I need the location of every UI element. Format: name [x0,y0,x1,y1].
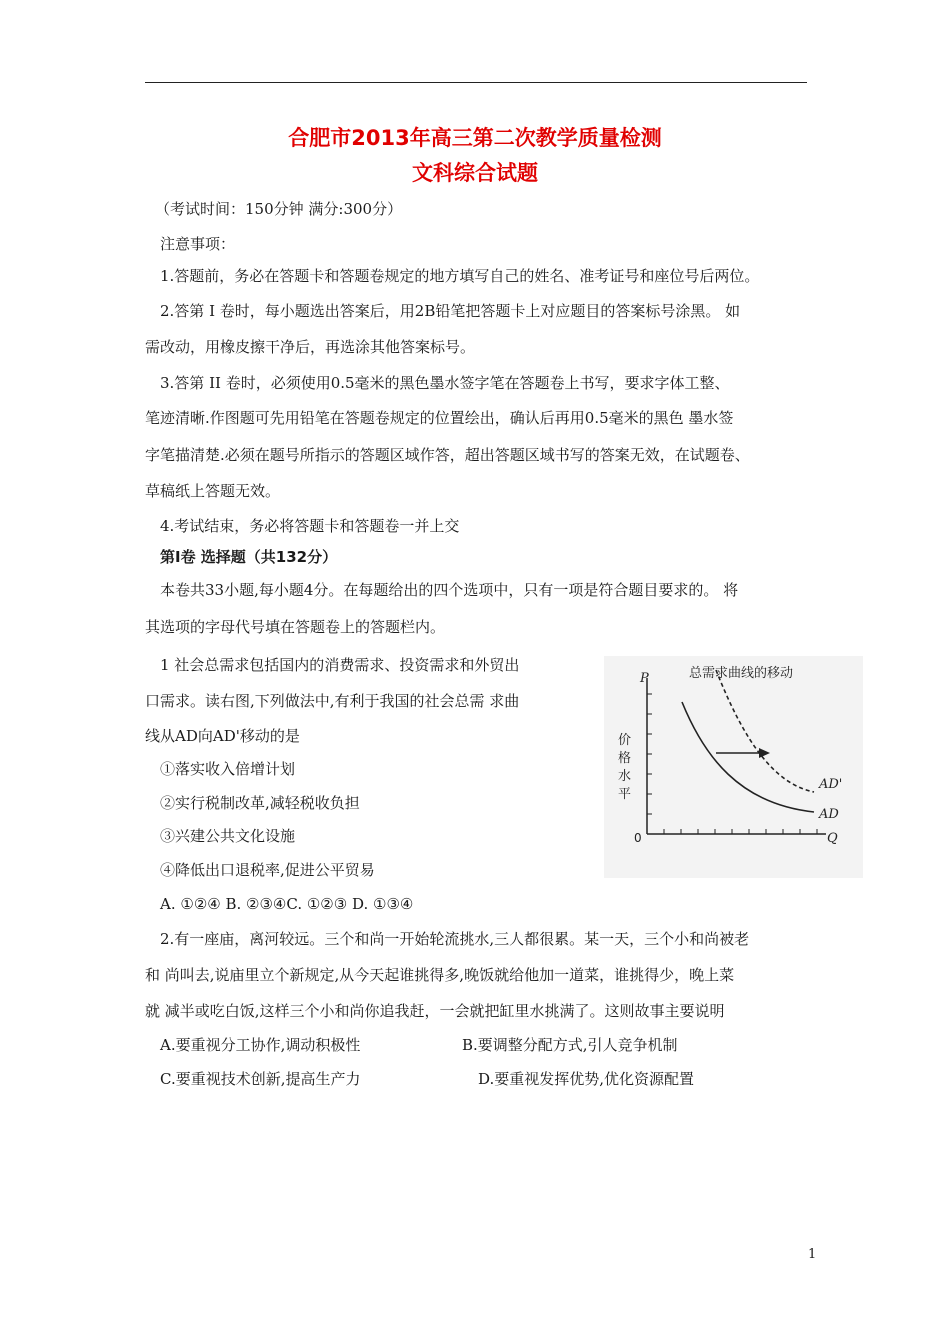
question-2-option-a: A.要重视分工协作,调动积极性 [160,1036,361,1054]
y-side-label-char: 水 [618,769,632,784]
x-axis-label: Q [827,831,838,846]
section-intro: 其选项的字母代号填在答题卷上的答题栏内。 [145,618,446,636]
question-1-option: ③兴建公共文化设施 [160,827,296,845]
question-1-text: 线从AD向AD'移动的是 [145,727,300,745]
y-side-label-char: 平 [618,787,632,802]
exam-info: （考试时间：150分钟 满分:300分） [155,200,403,218]
notice-heading: 注意事项： [160,235,236,253]
y-axis-label: P [640,671,649,686]
notice-line: 字笔描清楚.必须在题号所指示的答题区域作答，超出答题区域书写的答案无效，在试题卷、 [145,446,750,464]
series-label-ad: AD [819,807,839,822]
section-intro: 本卷共33小题,每小题4分。在每题给出的四个选项中，只有一项是符合题目要求的。 将 [160,581,739,599]
origin-label: 0 [634,831,642,845]
question-1-answers: A. ①②④ B. ②③④C. ①②③ D. ①③④ [160,895,414,913]
question-1-option: ①落实收入倍增计划 [160,760,296,778]
question-1-text: 1 社会总需求包括国内的消费需求、投资需求和外贸出 [160,656,520,674]
notice-line: 需改动，用橡皮擦干净后，再选涂其他答案标号。 [145,338,476,356]
notice-line: 3.答第 II 卷时，必须使用0.5毫米的黑色墨水签字笔在答题卷上书写，要求字体工整、 [160,374,730,392]
question-1-option: ②实行税制改革,减轻税收负担 [160,794,360,812]
section-title: 第Ⅰ卷 选择题（共132分） [160,548,338,566]
exam-title: 合肥市2013年高三第二次教学质量检测 [288,126,662,150]
exam-subtitle: 文科综合试题 [412,161,538,185]
notice-line: 2.答第 I 卷时，每小题选出答案后，用2B铅笔把答题卡上对应题目的答案标号涂黑。 如 [160,302,741,320]
notice-line: 草稿纸上答题无效。 [145,482,281,500]
chart-background [604,656,863,878]
series-label-ad-prime: AD' [819,777,843,792]
question-2-option-c: C.要重视技术创新,提高生产力 [160,1070,361,1088]
page-number: 1 [808,1247,817,1262]
question-2-option-b: B.要调整分配方式,引人竞争机制 [462,1036,678,1054]
notice-line: 笔迹清晰.作图题可先用铅笔在答题卷规定的位置绘出，确认后再用0.5毫米的黑色 墨水签 [145,409,734,427]
chart-title: 总需求曲线的移动 [689,666,794,681]
y-side-label-char: 格 [618,751,632,766]
notice-line: 4.考试结束，务必将答题卡和答题卷一并上交 [160,517,460,535]
question-1-text: 口需求。读右图,下列做法中,有利于我国的社会总需 求曲 [145,692,520,710]
question-1-option: ④降低出口退税率,促进公平贸易 [160,861,375,879]
notice-line: 1.答题前，务必在答题卡和答题卷规定的地方填写自己的姓名、准考证号和座位号后两位。 [160,267,760,285]
question-2-text: 就 减半或吃白饭,这样三个小和尚你追我赶，一会就把缸里水挑满了。这则故事主要说明 [145,1002,725,1020]
question-2-text: 2.有一座庙，离河较远。三个和尚一开始轮流挑水,三人都很累。某一天，三个小和尚被老 [160,930,750,948]
question-2-option-d: D.要重视发挥优势,优化资源配置 [478,1070,695,1088]
aggregate-demand-chart [604,656,863,878]
header-rule [145,82,807,83]
question-2-text: 和 尚叫去,说庙里立个新规定,从今天起谁挑得多,晚饭就给他加一道菜，谁挑得少，晚上菜 [145,966,735,984]
y-side-label-char: 价 [618,733,632,748]
